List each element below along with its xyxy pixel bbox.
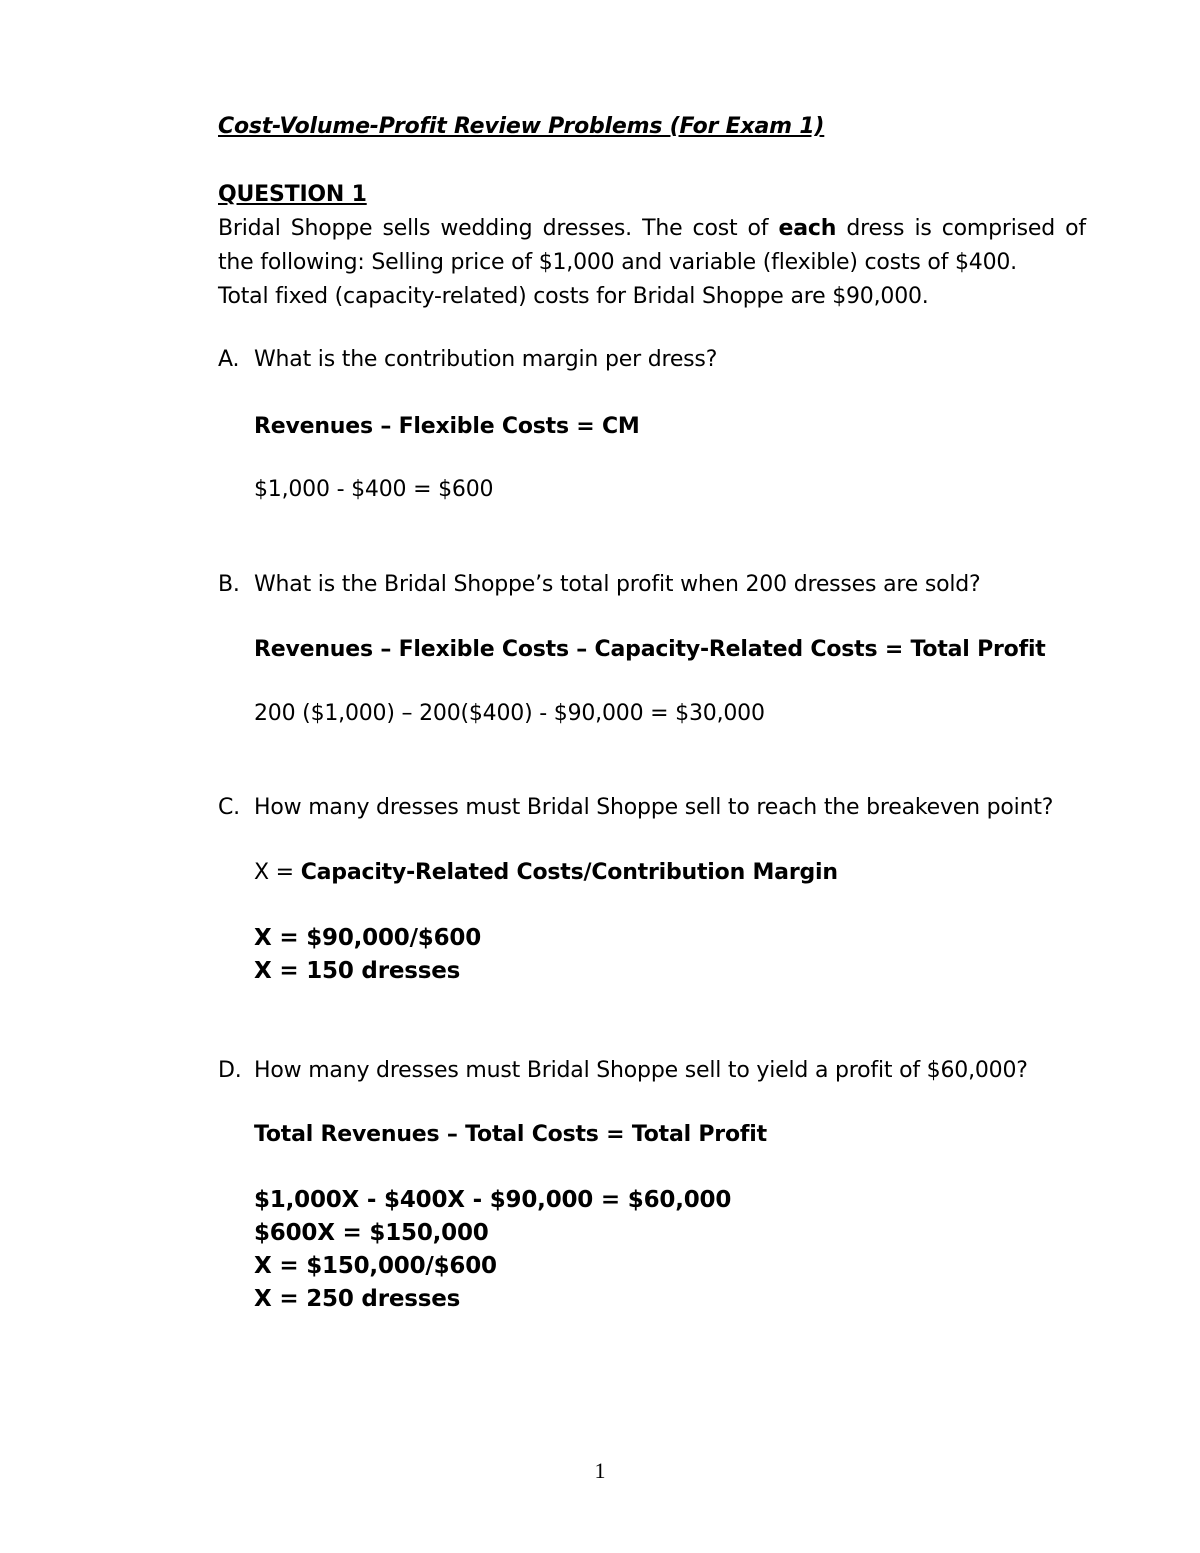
part-d-calc-1: $1,000X - $400X - $90,000 = $60,000	[254, 1187, 732, 1213]
part-d-formula: Total Revenues – Total Costs = Total Profit	[254, 1122, 767, 1147]
part-c-formula	[254, 858, 838, 888]
part-c-calc-2: X = 150 dresses	[254, 958, 461, 984]
part-d-calc-3: X = $150,000/$600	[254, 1253, 497, 1279]
part-d-calc-4: X = 250 dresses	[254, 1286, 461, 1312]
formula-variable: X =	[254, 860, 301, 885]
intro-text: Bridal Shoppe sells wedding dresses. The cost of	[218, 216, 779, 241]
intro-line-1	[218, 214, 1086, 244]
intro-line-3: Total fixed (capacity-related) costs for Bridal Shoppe are $90,000.	[218, 284, 929, 309]
part-b-question: What is the Bridal Shoppe’s total profit when 200 dresses are sold?	[254, 572, 981, 597]
part-c-calc-1: X = $90,000/$600	[254, 925, 481, 951]
intro-line-2: the following: Selling price of $1,000 and variable (flexible) costs of $400.	[218, 250, 1017, 275]
part-d-letter: D.	[218, 1058, 242, 1083]
part-b-calc: 200 ($1,000) – 200($400) - $90,000 = $30,000	[254, 701, 765, 726]
part-b-letter: B.	[218, 572, 240, 597]
part-c-question: How many dresses must Bridal Shoppe sell to reach the breakeven point?	[254, 795, 1054, 820]
part-d-question: How many dresses must Bridal Shoppe sell to yield a profit of $60,000?	[254, 1058, 1028, 1083]
page-title: Cost-Volume-Profit Review Problems (For Exam 1)	[218, 114, 825, 139]
page-number: 1	[594, 1458, 606, 1483]
part-a-calc: $1,000 - $400 = $600	[254, 477, 494, 502]
question-heading: QUESTION 1	[218, 182, 367, 207]
part-d-calc-2: $600X = $150,000	[254, 1220, 489, 1246]
intro-text: dress is comprised of	[836, 216, 1086, 241]
part-c-letter: C.	[218, 795, 240, 820]
part-a-formula: Revenues – Flexible Costs = CM	[254, 414, 640, 439]
part-a-question: What is the contribution margin per dress?	[254, 347, 718, 372]
formula-expression: Capacity-Related Costs/Contribution Margin	[300, 860, 838, 885]
part-a-letter: A.	[218, 347, 240, 372]
part-b-formula: Revenues – Flexible Costs – Capacity-Related Costs = Total Profit	[254, 637, 1046, 662]
intro-emphasis: each	[778, 216, 837, 241]
